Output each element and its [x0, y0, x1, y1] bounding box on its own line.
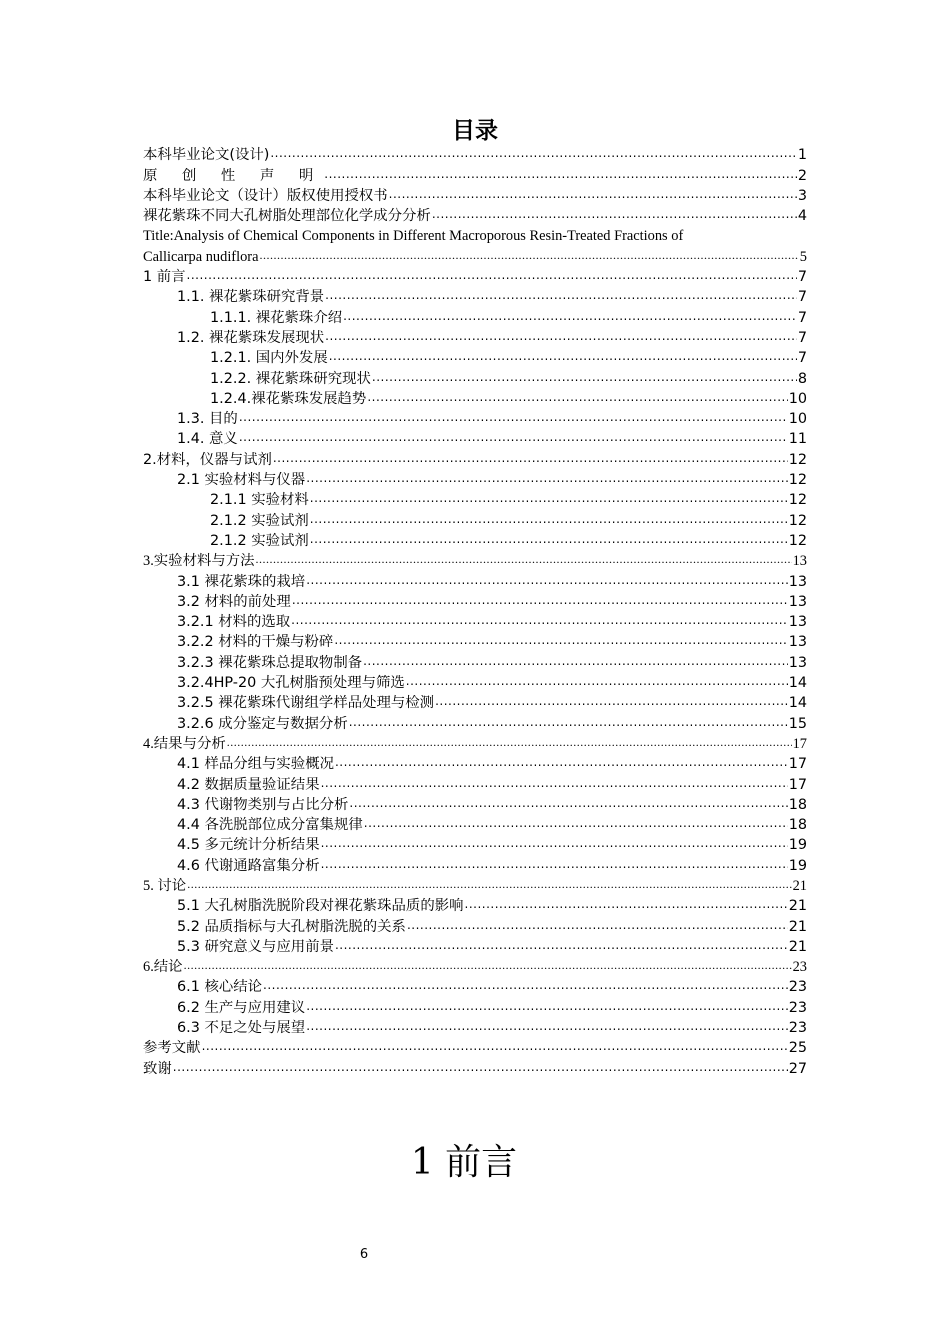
toc-entry[interactable]	[143, 429, 807, 449]
toc-entry-page: 19	[788, 857, 807, 874]
dot-leader	[367, 389, 787, 405]
dot-leader	[259, 247, 798, 263]
dot-leader	[306, 998, 787, 1014]
toc-entry-page: 21	[792, 877, 807, 894]
toc-entry-page: 10	[788, 390, 807, 407]
toc-entry-page: 27	[788, 1060, 807, 1077]
toc-entry[interactable]	[143, 997, 807, 1017]
toc-entry-label: 2.1.1 实验材料	[210, 492, 309, 509]
toc-entry-label: 3.2.1 材料的选取	[177, 614, 291, 631]
dot-leader	[321, 775, 788, 791]
toc-entry-label: 2.1.2 实验试剂	[210, 532, 309, 549]
dot-leader	[329, 348, 797, 364]
toc-entry-label: 6.2 生产与应用建议	[177, 999, 306, 1016]
toc-entry[interactable]	[143, 937, 807, 957]
toc-entry-label: 1.3. 目的	[177, 411, 238, 428]
dot-leader	[321, 835, 788, 851]
toc-entry[interactable]	[143, 551, 807, 571]
toc-entry[interactable]	[143, 571, 807, 591]
toc-entry[interactable]	[143, 835, 807, 855]
toc-entry-page: 12	[788, 472, 807, 489]
toc-entry-label: 3.1 裸花紫珠的栽培	[177, 573, 306, 590]
toc-entry-label-line2: Callicarpa nudiflora	[143, 248, 259, 265]
toc-entry-page: 2	[797, 167, 807, 184]
toc-entry[interactable]	[143, 916, 807, 936]
toc-entry-label: 本科毕业论文(设计)	[143, 147, 270, 164]
dot-leader	[349, 795, 787, 811]
toc-entry[interactable]	[143, 287, 807, 307]
toc-entry[interactable]	[143, 815, 807, 835]
dot-leader	[239, 429, 788, 445]
toc-entry-page: 23	[788, 979, 807, 996]
toc-entry-page: 12	[788, 532, 807, 549]
toc-entry-page: 7	[797, 289, 807, 306]
toc-entry-page: 17	[792, 735, 807, 752]
toc-entry-page: 7	[797, 309, 807, 326]
toc-entry-page: 23	[788, 999, 807, 1016]
toc-title: 目录	[452, 118, 498, 144]
dot-leader	[335, 937, 788, 953]
toc-entry-label: 3.2 材料的前处理	[177, 593, 291, 610]
toc-entry-label: 1.2. 裸花紫珠发展现状	[177, 329, 325, 346]
toc-entry-page: 17	[788, 776, 807, 793]
toc-entry-label: 2.1.2 实验试剂	[210, 512, 309, 529]
toc-entry-label: 4.1 样品分组与实验概况	[177, 756, 334, 773]
toc-entry[interactable]	[143, 490, 807, 510]
toc-entry-label: 4.5 多元统计分析结果	[177, 837, 320, 854]
toc-entry-page: 15	[788, 715, 807, 732]
toc-entry[interactable]	[143, 1038, 807, 1058]
toc-entry-page: 14	[788, 675, 807, 692]
toc-entry-label: 1.1. 裸花紫珠研究背景	[177, 289, 325, 306]
toc-entry-label: 本科毕业论文（设计）版权使用授权书	[143, 187, 388, 204]
toc-entry[interactable]	[143, 246, 807, 266]
dot-leader	[187, 267, 797, 283]
toc-entry-page: 12	[788, 451, 807, 468]
toc-entry-label: 4.结果与分析	[143, 735, 226, 752]
toc-entry[interactable]	[143, 977, 807, 997]
toc-entry-page: 5	[799, 248, 807, 265]
toc-entry-page: 12	[788, 512, 807, 529]
dot-leader	[349, 714, 788, 730]
toc-entry[interactable]	[143, 206, 807, 226]
toc-entry-label: 1.2.1. 国内外发展	[210, 350, 328, 367]
toc-entry-label: 6.1 核心结论	[177, 979, 263, 996]
dot-leader	[173, 1059, 788, 1075]
toc-entry-page: 23	[788, 1020, 807, 1037]
toc-entry-page: 8	[797, 370, 807, 387]
dot-leader	[363, 653, 788, 669]
toc-entry-label: 参考文献	[143, 1040, 201, 1057]
toc-entry-page: 21	[788, 918, 807, 935]
dot-leader	[292, 592, 788, 608]
toc-entry-label: 1.2.4.裸花紫珠发展趋势	[210, 390, 367, 407]
dot-leader	[187, 876, 791, 892]
dot-leader	[343, 308, 797, 324]
toc-entry[interactable]	[143, 795, 807, 815]
toc-entry-label: 1.4. 意义	[177, 431, 238, 448]
toc-entry-label: 1.1.1. 裸花紫珠介绍	[210, 309, 343, 326]
toc-entry-label: 3.2.5 裸花紫珠代谢组学样品处理与检测	[177, 695, 435, 712]
toc-entry-page: 11	[788, 431, 807, 448]
dot-leader	[364, 815, 788, 831]
toc-entry[interactable]	[143, 165, 807, 185]
dot-leader	[227, 734, 792, 750]
toc-entry-label: 5.2 品质指标与大孔树脂洗脱的关系	[177, 918, 406, 935]
dot-leader	[270, 145, 796, 161]
toc-entry[interactable]	[143, 1018, 807, 1038]
toc-entry[interactable]	[143, 328, 807, 348]
toc-entry-page: 13	[788, 634, 807, 651]
dot-leader	[273, 450, 788, 466]
dot-leader	[465, 896, 788, 912]
toc-entry-label: 1 前言	[143, 269, 186, 286]
toc-entry-page: 10	[788, 411, 807, 428]
toc-entry-label: 6.3 不足之处与展望	[177, 1020, 306, 1037]
toc-entry[interactable]	[143, 876, 807, 896]
toc-entry[interactable]	[143, 510, 807, 530]
toc-entry[interactable]	[143, 855, 807, 875]
toc-entry[interactable]	[143, 368, 807, 388]
dot-leader	[325, 328, 797, 344]
dot-leader	[406, 673, 788, 689]
toc-entry[interactable]	[143, 307, 807, 327]
toc-entry-label: 5.3 研究意义与应用前景	[177, 938, 334, 955]
dot-leader	[256, 551, 792, 567]
toc-entry[interactable]	[143, 409, 807, 429]
dot-leader	[321, 856, 788, 872]
dot-leader	[325, 287, 797, 303]
dot-leader	[407, 917, 788, 933]
dot-leader	[306, 572, 787, 588]
toc-entry-page: 7	[797, 350, 807, 367]
dot-leader	[310, 511, 788, 527]
toc-entry[interactable]	[143, 348, 807, 368]
toc-entry-label: 6.结论	[143, 959, 183, 976]
toc-entry-label: 2.材料，仪器与试剂	[143, 451, 272, 468]
toc-entry[interactable]	[143, 267, 807, 287]
dot-leader	[263, 977, 788, 993]
toc-entry-label: 2.1 实验材料与仪器	[177, 472, 306, 489]
toc-entry[interactable]	[143, 186, 807, 206]
toc-entry-page: 4	[797, 208, 807, 225]
toc-entry[interactable]	[143, 531, 807, 551]
dot-leader	[372, 369, 797, 385]
toc-entry-page: 13	[788, 573, 807, 590]
toc-entry[interactable]	[143, 734, 807, 754]
toc-entry-label-line1[interactable]: Title:Analysis of Chemical Components in Different Macroporous Resin-Treated Fractions of	[143, 228, 684, 245]
dot-leader	[334, 632, 787, 648]
dot-leader	[432, 206, 797, 222]
toc-entry-page: 13	[792, 553, 807, 570]
dot-leader	[310, 490, 788, 506]
toc-entry-label: 3.2.6 成分鉴定与数据分析	[177, 715, 348, 732]
toc-entry[interactable]	[143, 713, 807, 733]
toc-entry[interactable]	[143, 957, 807, 977]
toc-entry-label: 1.2.2. 裸花紫珠研究现状	[210, 370, 371, 387]
toc-entry-label: 4.2 数据质量验证结果	[177, 776, 320, 793]
toc-entry-label: 4.3 代谢物类别与占比分析	[177, 796, 349, 813]
dot-leader	[291, 612, 788, 628]
toc-entry-page: 17	[788, 756, 807, 773]
toc-entry-page: 14	[788, 695, 807, 712]
toc-entry[interactable]	[143, 449, 807, 469]
toc-entry[interactable]	[143, 470, 807, 490]
toc-entry-page: 3	[797, 187, 807, 204]
toc-entry[interactable]	[143, 754, 807, 774]
toc-entry-page: 13	[788, 654, 807, 671]
toc-entry[interactable]	[143, 673, 807, 693]
toc-entry[interactable]	[143, 632, 807, 652]
toc-entry-label: 3.2.4HP-20 大孔树脂预处理与筛选	[177, 675, 405, 692]
toc-entry-page: 25	[788, 1040, 807, 1057]
toc-entry-label: 3.2.2 材料的干燥与粉碎	[177, 634, 334, 651]
toc-entry[interactable]	[143, 389, 807, 409]
page-number: 6	[359, 1247, 369, 1262]
toc-entry-page: 18	[788, 796, 807, 813]
dot-leader	[239, 409, 788, 425]
toc-entry-page: 21	[788, 938, 807, 955]
toc-entry-page: 21	[788, 898, 807, 915]
toc-entry-page: 7	[797, 269, 807, 286]
dot-leader	[324, 166, 797, 182]
toc-entry-label: 4.6 代谢通路富集分析	[177, 857, 320, 874]
toc-entry-label: 3.实验材料与方法	[143, 553, 255, 570]
dot-leader	[335, 754, 788, 770]
toc-entry[interactable]	[143, 145, 807, 165]
table-of-contents	[143, 145, 807, 1079]
toc-entry-page: 13	[788, 614, 807, 631]
toc-entry[interactable]	[143, 774, 807, 794]
toc-entry-page: 1	[797, 147, 807, 164]
section-heading: 1 前言	[410, 1142, 518, 1183]
dot-leader	[389, 186, 797, 202]
toc-entry-page: 7	[797, 329, 807, 346]
toc-entry-page: 12	[788, 492, 807, 509]
toc-entry[interactable]	[143, 1058, 807, 1078]
toc-entry-label: 原 创 性 声 明	[143, 167, 324, 184]
dot-leader	[435, 693, 788, 709]
toc-entry-page: 23	[792, 959, 807, 976]
toc-entry-page: 18	[788, 817, 807, 834]
toc-entry[interactable]	[143, 896, 807, 916]
toc-entry[interactable]	[143, 652, 807, 672]
toc-entry-label: 5.1 大孔树脂洗脱阶段对裸花紫珠品质的影响	[177, 898, 464, 915]
toc-entry-label: 致谢	[143, 1060, 172, 1077]
dot-leader	[306, 1018, 787, 1034]
toc-entry-label: 5. 讨论	[143, 877, 187, 894]
toc-entry[interactable]	[143, 592, 807, 612]
toc-entry-label: 3.2.3 裸花紫珠总提取物制备	[177, 654, 363, 671]
dot-leader	[306, 470, 787, 486]
dot-leader	[184, 957, 792, 973]
dot-leader	[202, 1038, 788, 1054]
toc-entry-page: 13	[788, 593, 807, 610]
toc-entry[interactable]	[143, 612, 807, 632]
toc-entry-label: 4.4 各洗脱部位成分富集规律	[177, 817, 363, 834]
toc-entry[interactable]	[143, 693, 807, 713]
dot-leader	[310, 531, 788, 547]
toc-entry-label: 裸花紫珠不同大孔树脂处理部位化学成分分析	[143, 208, 431, 225]
toc-entry-page: 19	[788, 837, 807, 854]
